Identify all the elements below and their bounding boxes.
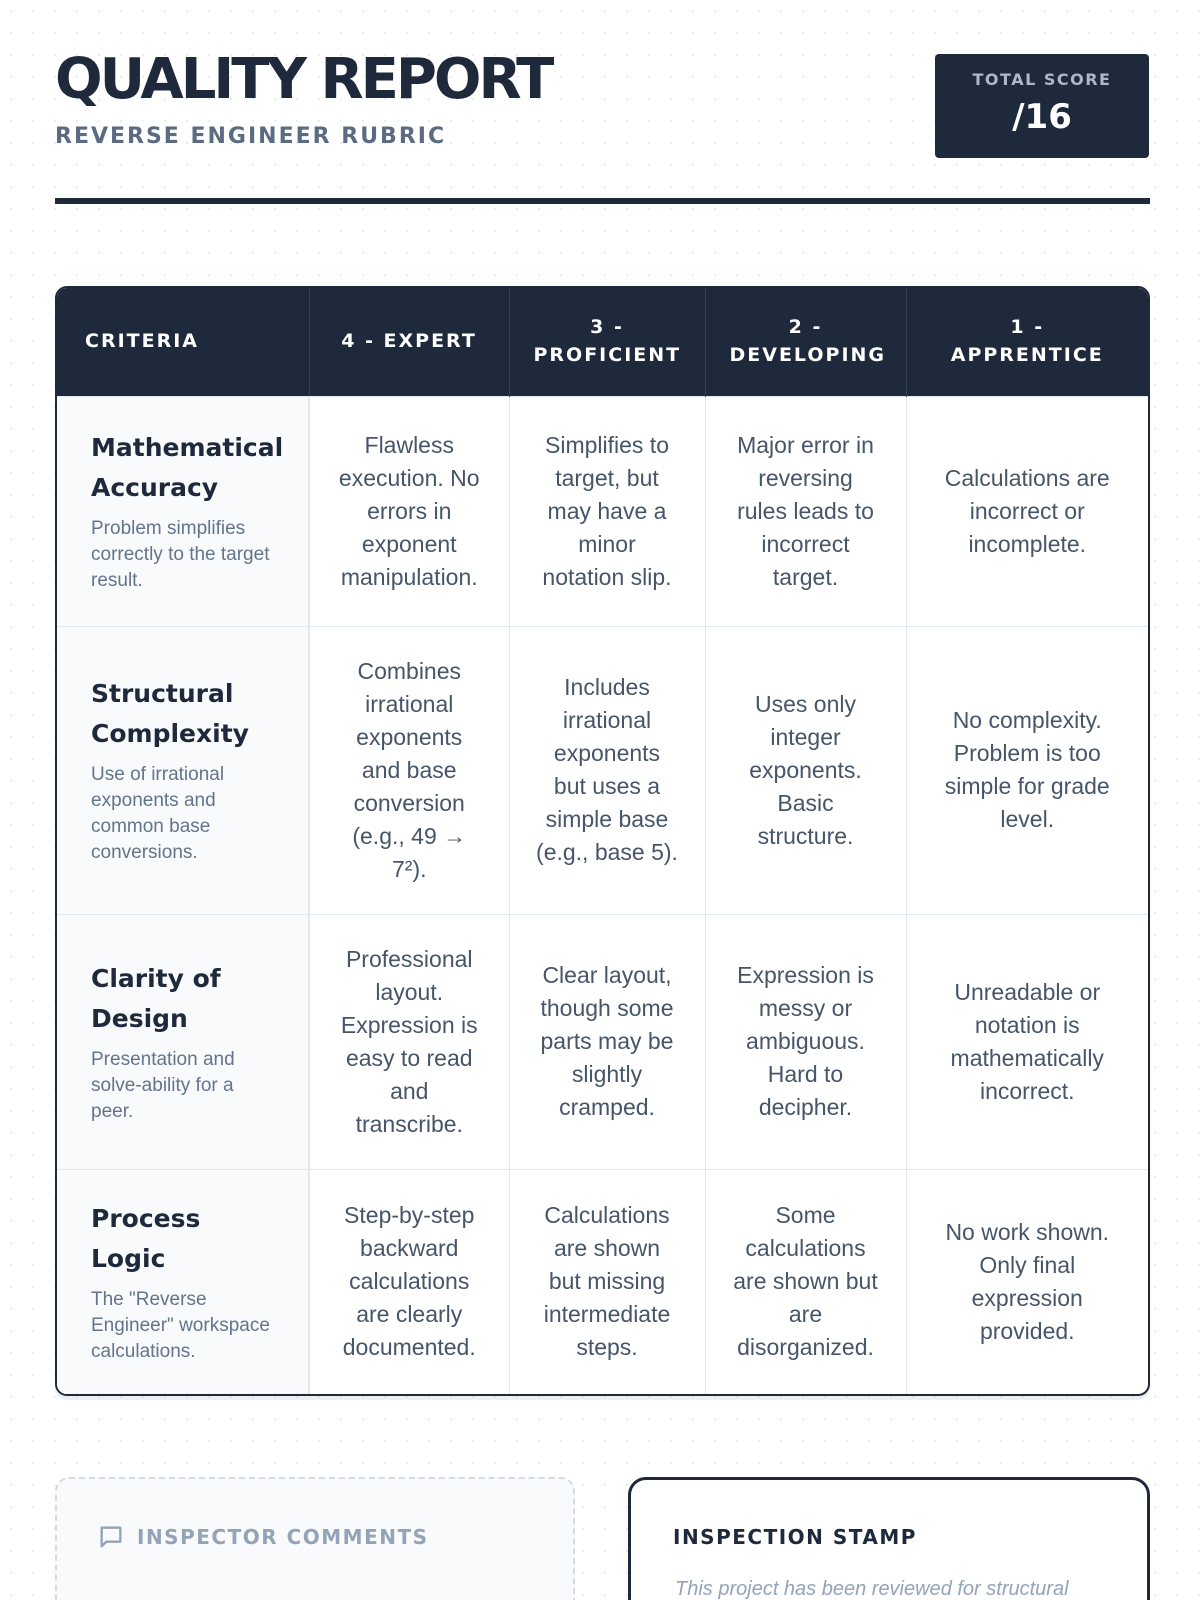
total-score-label: TOTAL SCORE: [972, 70, 1112, 89]
criterion-name: Structural Complexity: [91, 679, 249, 748]
column-header-developing: 2 - DEVELOPING: [705, 288, 906, 396]
inspection-stamp-panel: [628, 1477, 1150, 1600]
level-4-cell: Professional layout. Expression is easy to read and transcribe.: [309, 914, 509, 1169]
inspector-comments-header: [97, 1523, 429, 1551]
column-header-proficient: 3 - PROFICIENT: [509, 288, 705, 396]
report-subtitle: REVERSE ENGINEER RUBRIC: [55, 124, 447, 149]
rubric-header-row: [57, 288, 1148, 396]
criterion-name: Clarity of Design: [91, 963, 221, 1033]
level-2-cell: Uses only integer exponents. Basic structure.: [705, 626, 906, 914]
level-1-cell: Unreadable or notation is mathematically incorrect.: [906, 914, 1148, 1169]
level-3-cell: Includes irrational exponents but uses a simple base (e.g., base 5).: [509, 626, 705, 914]
rubric-row-clarity-of-design: [57, 914, 1148, 1169]
level-3-cell: Simplifies to target, but may have a minor notation slip.: [509, 396, 705, 626]
level-2-cell: Some calculations are shown but are disorganized.: [705, 1169, 906, 1394]
level-1-cell: No complexity. Problem is too simple for grade level.: [906, 626, 1148, 914]
criterion-cell: [57, 1169, 309, 1394]
column-header-expert: 4 - EXPERT: [309, 288, 509, 396]
criterion-description: Problem simplifies correctly to the target result.: [91, 518, 270, 591]
inspector-comments-panel[interactable]: [55, 1477, 575, 1600]
rubric-row-process-logic: [57, 1169, 1148, 1394]
criterion-cell: [57, 914, 309, 1169]
column-header-criteria: CRITERIA: [57, 288, 309, 396]
inspection-stamp-title: INSPECTION STAMP: [673, 1525, 917, 1549]
criterion-cell: [57, 626, 309, 914]
criterion-description: Presentation and solve-ability for a peer.: [91, 1048, 235, 1122]
total-score-value: /16: [1012, 97, 1072, 137]
level-3-cell: Clear layout, though some parts may be slightly cramped.: [509, 914, 705, 1169]
criterion-name: Mathematical Accuracy: [91, 433, 284, 502]
level-3-cell: Calculations are shown but missing intermediate steps.: [509, 1169, 705, 1394]
level-2-cell: Expression is messy or ambiguous. Hard to decipher.: [705, 914, 906, 1169]
total-score-box: [935, 54, 1149, 158]
inspector-comments-title: INSPECTOR COMMENTS: [137, 1525, 429, 1549]
level-2-cell: Major error in reversing rules leads to incorrect target.: [705, 396, 906, 626]
rubric-row-mathematical-accuracy: [57, 396, 1148, 626]
rubric-table: [55, 286, 1150, 1396]
level-4-cell: Combines irrational exponents and base conversion (e.g., 49 → 7²).: [309, 626, 509, 914]
comment-icon: [97, 1523, 125, 1551]
criterion-description: The "Reverse Engineer" workspace calculations.: [91, 1288, 270, 1362]
header-divider: [55, 198, 1150, 204]
level-4-cell: Step-by-step backward calculations are clearly documented.: [309, 1169, 509, 1394]
rubric-row-structural-complexity: [57, 626, 1148, 914]
criterion-cell: [57, 396, 309, 626]
report-title: QUALITY REPORT: [55, 47, 552, 112]
criterion-description: Use of irrational exponents and common base conversions.: [91, 764, 225, 863]
level-4-cell: Flawless execution. No errors in exponent manipulation.: [309, 396, 509, 626]
column-header-apprentice: 1 - APPRENTICE: [906, 288, 1148, 396]
criterion-name: Process Logic: [91, 1203, 201, 1273]
level-1-cell: Calculations are incorrect or incomplete.: [906, 396, 1148, 626]
inspection-stamp-text: This project has been reviewed for structural: [675, 1578, 1069, 1600]
level-1-cell: No work shown. Only final expression provided.: [906, 1169, 1148, 1394]
